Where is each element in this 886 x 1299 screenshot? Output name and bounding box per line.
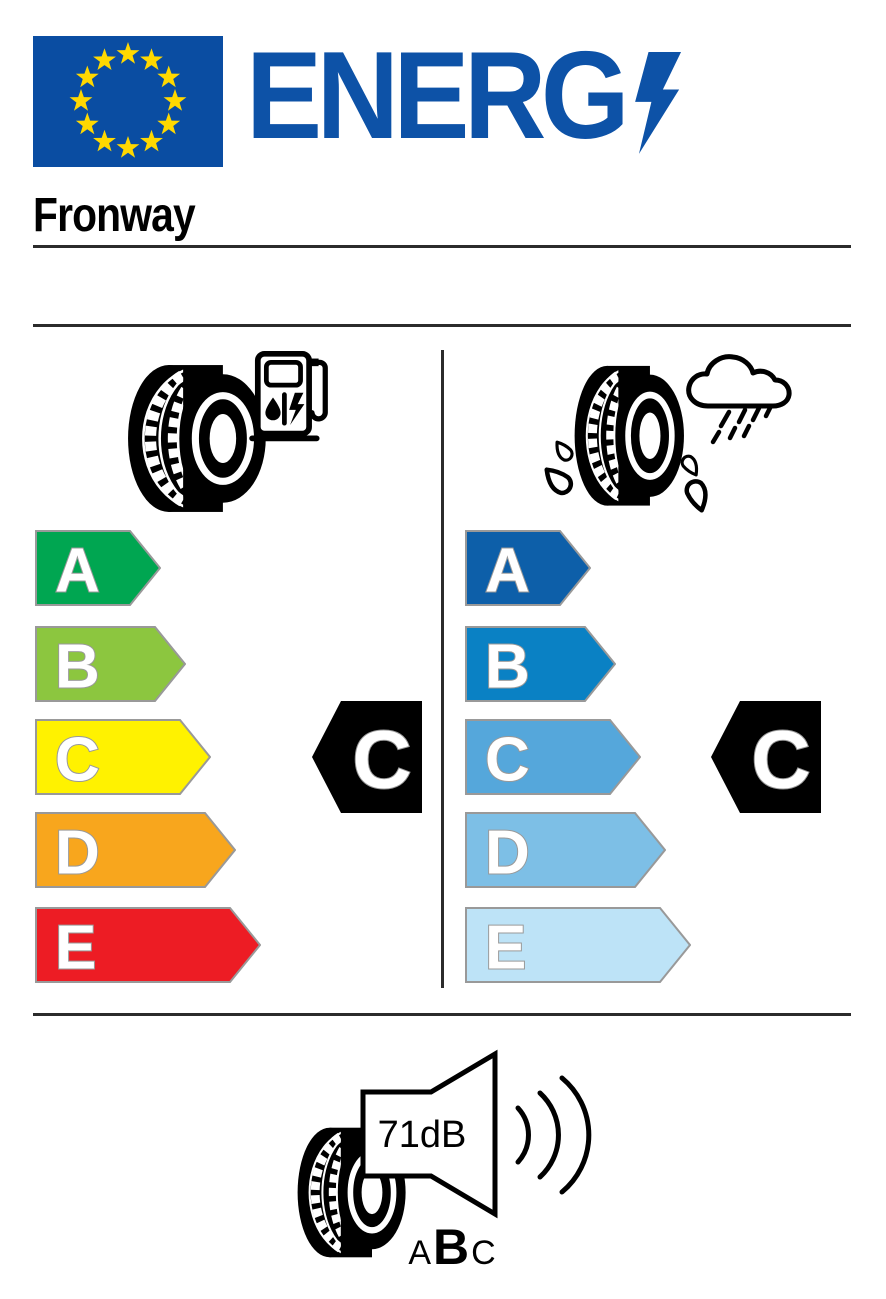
- fuel-scale-letter-a: A: [55, 536, 100, 606]
- noise-class-row: [402, 1219, 502, 1275]
- column-divider: [441, 350, 444, 988]
- fuel-scale-arrow-d: [35, 812, 236, 888]
- fuel-rating-letter: C: [352, 714, 412, 806]
- energ-logo-text: ENERG: [246, 27, 625, 165]
- noise-class-selected: B: [433, 1219, 470, 1275]
- fuel-scale-arrow-b: [35, 626, 186, 702]
- eu-flag-icon: [33, 36, 223, 167]
- sound-wave-arcs: [518, 1078, 589, 1192]
- tire-rain-cloud-icon: [535, 344, 797, 522]
- wet-scale-arrow-e: [465, 907, 691, 983]
- noise-class-a: A: [408, 1234, 431, 1272]
- fuel-rating-arrow: [311, 700, 423, 814]
- wet-rating-letter: C: [751, 714, 811, 806]
- fuel-scale-letter-e: E: [55, 913, 97, 983]
- divider-top: [33, 245, 851, 248]
- brand-name: Fronway: [33, 189, 195, 242]
- fuel-scale-letter-c: C: [55, 725, 100, 795]
- divider-middle: [33, 324, 851, 327]
- fuel-scale-arrow-c: [35, 719, 211, 795]
- energ-logo: [246, 27, 690, 165]
- fuel-scale-arrow-a: [35, 530, 161, 606]
- lightning-bolt-icon: [630, 52, 691, 156]
- wet-scale-letter-a: A: [485, 536, 530, 606]
- divider-bottom: [33, 1013, 851, 1016]
- tire-fuel-pump-icon: [118, 346, 336, 522]
- fuel-scale-arrow-e: [35, 907, 261, 983]
- wet-scale-arrow-b: [465, 626, 616, 702]
- noise-db-value: 71dB: [377, 1114, 467, 1156]
- rain-cloud-icon: [689, 357, 789, 442]
- wet-scale-letter-d: D: [485, 818, 530, 888]
- wet-scale-arrow-c: [465, 719, 641, 795]
- wet-scale-arrow-a: [465, 530, 591, 606]
- fuel-scale-letter-b: B: [55, 632, 100, 702]
- wet-scale-letter-c: C: [485, 725, 530, 795]
- fuel-scale-letter-d: D: [55, 818, 100, 888]
- wet-rating-arrow: [710, 700, 822, 814]
- wet-scale-letter-e: E: [485, 913, 527, 983]
- noise-class-c: C: [471, 1234, 496, 1272]
- wet-scale-letter-b: B: [485, 632, 530, 702]
- wet-scale-arrow-d: [465, 812, 666, 888]
